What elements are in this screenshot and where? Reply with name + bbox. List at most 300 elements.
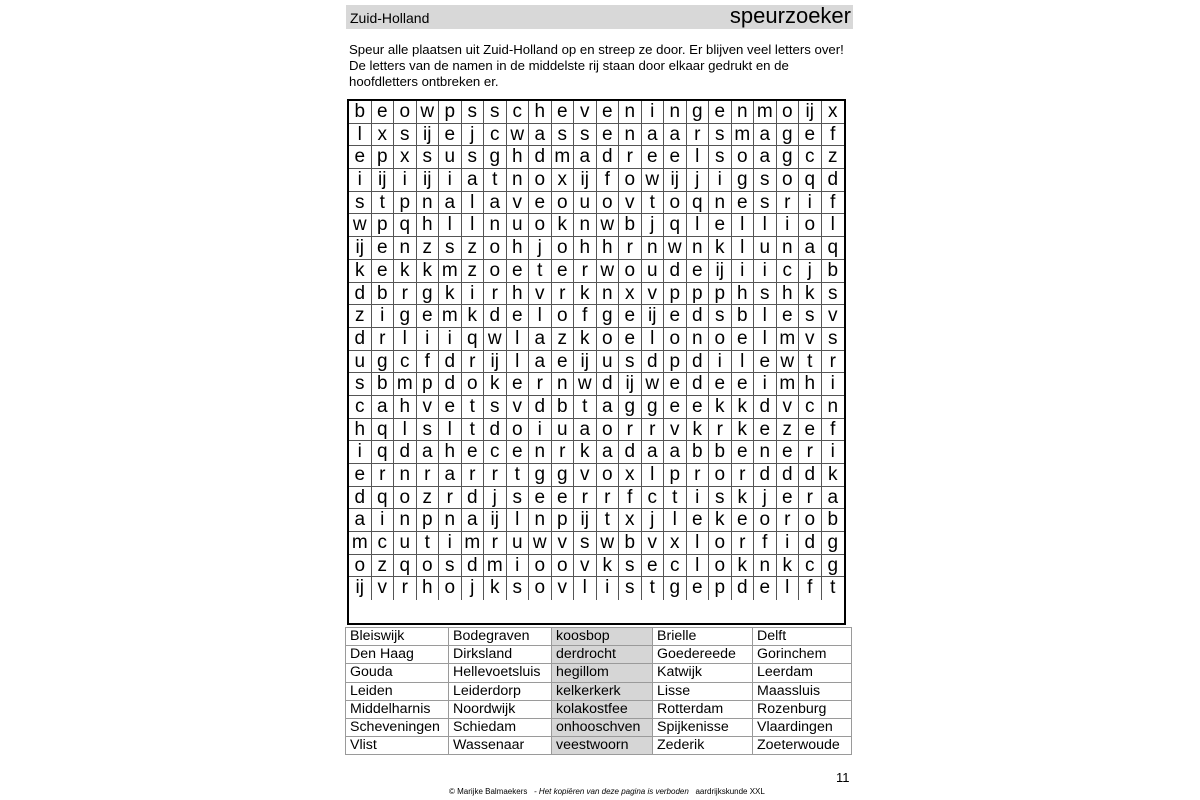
grid-cell[interactable]: t	[462, 419, 485, 442]
grid-cell[interactable]: s	[754, 192, 777, 215]
grid-cell[interactable]: p	[664, 464, 687, 487]
grid-cell[interactable]: u	[597, 351, 620, 374]
grid-cell[interactable]: q	[372, 419, 395, 442]
grid-cell[interactable]: m	[484, 555, 507, 578]
grid-cell[interactable]: e	[529, 192, 552, 215]
grid-cell[interactable]: h	[597, 237, 620, 260]
grid-cell[interactable]: o	[349, 555, 372, 578]
grid-cell[interactable]: s	[439, 555, 462, 578]
grid-cell[interactable]: d	[799, 532, 822, 555]
grid-cell[interactable]: e	[597, 101, 620, 124]
grid-cell[interactable]: v	[507, 396, 530, 419]
grid-cell[interactable]: i	[597, 577, 620, 600]
grid-cell[interactable]: t	[372, 192, 395, 215]
grid-cell[interactable]: l	[687, 532, 710, 555]
grid-cell[interactable]: i	[372, 305, 395, 328]
grid-cell[interactable]: e	[439, 124, 462, 147]
grid-cell[interactable]: n	[529, 441, 552, 464]
grid-cell[interactable]: e	[687, 509, 710, 532]
grid-cell[interactable]: t	[417, 532, 440, 555]
grid-cell[interactable]: d	[687, 373, 710, 396]
grid-cell[interactable]: v	[799, 328, 822, 351]
grid-cell[interactable]: e	[777, 441, 800, 464]
grid-cell[interactable]: d	[642, 351, 665, 374]
grid-cell[interactable]: e	[709, 101, 732, 124]
grid-cell[interactable]: g	[484, 146, 507, 169]
grid-cell[interactable]: z	[349, 305, 372, 328]
grid-cell[interactable]: i	[507, 555, 530, 578]
grid-cell[interactable]: d	[462, 555, 485, 578]
grid-cell[interactable]: i	[529, 419, 552, 442]
grid-cell[interactable]: n	[687, 237, 710, 260]
grid-cell[interactable]: l	[462, 192, 485, 215]
grid-cell[interactable]: w	[484, 328, 507, 351]
grid-cell[interactable]: l	[394, 419, 417, 442]
grid-cell[interactable]: d	[687, 351, 710, 374]
grid-cell[interactable]: a	[439, 464, 462, 487]
grid-cell[interactable]: d	[349, 283, 372, 306]
grid-cell[interactable]: e	[687, 577, 710, 600]
grid-cell[interactable]: f	[754, 532, 777, 555]
grid-cell[interactable]: p	[552, 509, 575, 532]
grid-cell[interactable]: r	[552, 441, 575, 464]
grid-cell[interactable]: k	[709, 509, 732, 532]
grid-cell[interactable]: g	[597, 305, 620, 328]
grid-cell[interactable]: o	[709, 532, 732, 555]
grid-cell[interactable]: k	[732, 419, 755, 442]
grid-cell[interactable]: r	[687, 124, 710, 147]
grid-cell[interactable]: p	[372, 146, 395, 169]
grid-cell[interactable]: f	[597, 169, 620, 192]
grid-cell[interactable]: u	[552, 419, 575, 442]
grid-cell[interactable]: c	[777, 260, 800, 283]
grid-cell[interactable]: r	[462, 351, 485, 374]
grid-cell[interactable]: m	[462, 532, 485, 555]
grid-cell[interactable]: ij	[417, 169, 440, 192]
grid-cell[interactable]: a	[462, 169, 485, 192]
grid-cell[interactable]: r	[372, 464, 395, 487]
grid-cell[interactable]: k	[439, 283, 462, 306]
grid-cell[interactable]: x	[619, 509, 642, 532]
grid-cell[interactable]: r	[597, 487, 620, 510]
grid-cell[interactable]: a	[349, 509, 372, 532]
grid-cell[interactable]: j	[484, 487, 507, 510]
grid-cell[interactable]: d	[687, 305, 710, 328]
grid-cell[interactable]: g	[822, 532, 845, 555]
grid-cell[interactable]: h	[507, 283, 530, 306]
grid-cell[interactable]: j	[687, 169, 710, 192]
grid-cell[interactable]: m	[349, 532, 372, 555]
grid-cell[interactable]: a	[417, 441, 440, 464]
grid-cell[interactable]: k	[574, 441, 597, 464]
grid-cell[interactable]: z	[462, 260, 485, 283]
grid-cell[interactable]: i	[687, 487, 710, 510]
grid-cell[interactable]: l	[754, 214, 777, 237]
grid-cell[interactable]: e	[507, 305, 530, 328]
grid-cell[interactable]: s	[394, 124, 417, 147]
grid-cell[interactable]: o	[439, 577, 462, 600]
grid-cell[interactable]: g	[732, 169, 755, 192]
grid-cell[interactable]: d	[439, 351, 462, 374]
grid-cell[interactable]: l	[732, 351, 755, 374]
grid-cell[interactable]: q	[372, 487, 395, 510]
grid-cell[interactable]: n	[777, 237, 800, 260]
grid-cell[interactable]: o	[462, 373, 485, 396]
grid-cell[interactable]: m	[777, 328, 800, 351]
grid-cell[interactable]: c	[507, 101, 530, 124]
grid-cell[interactable]: h	[507, 146, 530, 169]
grid-cell[interactable]: k	[417, 260, 440, 283]
grid-cell[interactable]: r	[394, 283, 417, 306]
grid-cell[interactable]: m	[552, 146, 575, 169]
grid-cell[interactable]: w	[574, 373, 597, 396]
grid-cell[interactable]: g	[619, 396, 642, 419]
grid-cell[interactable]: a	[372, 396, 395, 419]
grid-cell[interactable]: e	[507, 260, 530, 283]
grid-cell[interactable]: p	[709, 283, 732, 306]
grid-cell[interactable]: r	[709, 419, 732, 442]
grid-cell[interactable]: p	[709, 577, 732, 600]
grid-cell[interactable]: o	[529, 577, 552, 600]
grid-cell[interactable]: a	[754, 124, 777, 147]
grid-cell[interactable]: ij	[574, 509, 597, 532]
grid-cell[interactable]: p	[664, 283, 687, 306]
grid-cell[interactable]: s	[484, 396, 507, 419]
grid-cell[interactable]: g	[394, 305, 417, 328]
grid-cell[interactable]: f	[822, 124, 845, 147]
grid-cell[interactable]: n	[484, 214, 507, 237]
grid-cell[interactable]: o	[529, 555, 552, 578]
grid-cell[interactable]: a	[754, 146, 777, 169]
grid-cell[interactable]: g	[687, 101, 710, 124]
grid-cell[interactable]: p	[372, 214, 395, 237]
grid-cell[interactable]: q	[822, 237, 845, 260]
grid-cell[interactable]: l	[507, 328, 530, 351]
grid-cell[interactable]: g	[664, 577, 687, 600]
grid-cell[interactable]: s	[754, 169, 777, 192]
grid-cell[interactable]: v	[822, 305, 845, 328]
grid-cell[interactable]: q	[664, 214, 687, 237]
grid-cell[interactable]: c	[799, 555, 822, 578]
grid-cell[interactable]: w	[597, 214, 620, 237]
grid-cell[interactable]: a	[664, 441, 687, 464]
grid-cell[interactable]: v	[417, 396, 440, 419]
grid-cell[interactable]: c	[349, 396, 372, 419]
grid-cell[interactable]: i	[754, 373, 777, 396]
grid-cell[interactable]: e	[709, 373, 732, 396]
grid-cell[interactable]: h	[349, 419, 372, 442]
grid-cell[interactable]: r	[484, 464, 507, 487]
grid-cell[interactable]: o	[394, 101, 417, 124]
grid-cell[interactable]: c	[642, 487, 665, 510]
grid-cell[interactable]: f	[822, 192, 845, 215]
grid-cell[interactable]: e	[709, 214, 732, 237]
grid-cell[interactable]: g	[822, 555, 845, 578]
grid-cell[interactable]: o	[709, 464, 732, 487]
grid-cell[interactable]: o	[597, 464, 620, 487]
grid-cell[interactable]: n	[619, 124, 642, 147]
grid-cell[interactable]: r	[417, 464, 440, 487]
grid-cell[interactable]: r	[619, 237, 642, 260]
grid-cell[interactable]: a	[462, 509, 485, 532]
grid-cell[interactable]: t	[507, 464, 530, 487]
grid-cell[interactable]: ij	[349, 237, 372, 260]
grid-cell[interactable]: l	[439, 214, 462, 237]
grid-cell[interactable]: s	[484, 101, 507, 124]
grid-cell[interactable]: s	[462, 101, 485, 124]
grid-cell[interactable]: g	[642, 396, 665, 419]
grid-cell[interactable]: p	[417, 509, 440, 532]
grid-cell[interactable]: t	[462, 396, 485, 419]
grid-cell[interactable]: b	[552, 396, 575, 419]
grid-cell[interactable]: b	[822, 509, 845, 532]
grid-cell[interactable]: u	[574, 192, 597, 215]
grid-cell[interactable]: f	[799, 577, 822, 600]
grid-cell[interactable]: x	[822, 101, 845, 124]
grid-cell[interactable]: g	[372, 351, 395, 374]
grid-cell[interactable]: d	[529, 146, 552, 169]
grid-cell[interactable]: m	[439, 260, 462, 283]
grid-cell[interactable]: d	[462, 487, 485, 510]
grid-cell[interactable]: i	[754, 260, 777, 283]
grid-cell[interactable]: r	[529, 373, 552, 396]
grid-cell[interactable]: d	[822, 169, 845, 192]
grid-cell[interactable]: d	[439, 373, 462, 396]
grid-cell[interactable]: o	[664, 328, 687, 351]
grid-cell[interactable]: r	[372, 328, 395, 351]
grid-cell[interactable]: k	[709, 396, 732, 419]
grid-cell[interactable]: k	[484, 373, 507, 396]
grid-cell[interactable]: z	[777, 419, 800, 442]
grid-cell[interactable]: u	[642, 260, 665, 283]
grid-cell[interactable]: t	[664, 487, 687, 510]
grid-cell[interactable]: o	[507, 419, 530, 442]
grid-cell[interactable]: s	[709, 124, 732, 147]
grid-cell[interactable]: e	[642, 146, 665, 169]
grid-cell[interactable]: k	[552, 214, 575, 237]
grid-cell[interactable]: s	[799, 305, 822, 328]
grid-cell[interactable]: o	[619, 260, 642, 283]
grid-cell[interactable]: p	[417, 373, 440, 396]
grid-cell[interactable]: r	[732, 464, 755, 487]
grid-cell[interactable]: r	[642, 419, 665, 442]
grid-cell[interactable]: ij	[799, 101, 822, 124]
grid-cell[interactable]: o	[484, 237, 507, 260]
grid-cell[interactable]: e	[754, 419, 777, 442]
grid-cell[interactable]: k	[484, 577, 507, 600]
grid-cell[interactable]: t	[830, 577, 836, 599]
grid-cell[interactable]: v	[777, 396, 800, 419]
grid-cell[interactable]: i	[822, 441, 845, 464]
grid-cell[interactable]: o	[799, 509, 822, 532]
grid-cell[interactable]: t	[642, 192, 665, 215]
grid-cell[interactable]: r	[619, 146, 642, 169]
grid-cell[interactable]: s	[619, 555, 642, 578]
grid-cell[interactable]: r	[462, 464, 485, 487]
grid-cell[interactable]: c	[394, 351, 417, 374]
grid-cell[interactable]: n	[754, 441, 777, 464]
grid-cell[interactable]: s	[709, 305, 732, 328]
grid-cell[interactable]: e	[664, 305, 687, 328]
grid-cell[interactable]: k	[732, 487, 755, 510]
grid-cell[interactable]: d	[597, 373, 620, 396]
grid-cell[interactable]: p	[664, 351, 687, 374]
grid-cell[interactable]: d	[754, 464, 777, 487]
grid-cell[interactable]: i	[822, 373, 845, 396]
grid-cell[interactable]: e	[439, 396, 462, 419]
grid-cell[interactable]: v	[552, 577, 575, 600]
grid-cell[interactable]: b	[822, 260, 845, 283]
grid-cell[interactable]: r	[574, 487, 597, 510]
grid-cell[interactable]: n	[394, 237, 417, 260]
grid-cell[interactable]: e	[372, 101, 395, 124]
grid-cell[interactable]: k	[687, 419, 710, 442]
grid-cell[interactable]: b	[732, 305, 755, 328]
grid-cell[interactable]: c	[664, 555, 687, 578]
grid-cell[interactable]: r	[552, 283, 575, 306]
grid-cell[interactable]: b	[619, 214, 642, 237]
grid-cell[interactable]: i	[417, 328, 440, 351]
grid-cell[interactable]: h	[529, 101, 552, 124]
grid-cell[interactable]: z	[372, 555, 395, 578]
grid-cell[interactable]: n	[642, 237, 665, 260]
grid-cell[interactable]: n	[822, 396, 845, 419]
grid-cell[interactable]: p	[439, 101, 462, 124]
grid-cell[interactable]: m	[777, 373, 800, 396]
grid-cell[interactable]: a	[597, 441, 620, 464]
grid-cell[interactable]: s	[574, 532, 597, 555]
grid-cell[interactable]: a	[597, 396, 620, 419]
grid-cell[interactable]: h	[417, 214, 440, 237]
grid-cell[interactable]: q	[462, 328, 485, 351]
grid-cell[interactable]: h	[439, 441, 462, 464]
grid-cell[interactable]: a	[529, 328, 552, 351]
grid-cell[interactable]: e	[732, 192, 755, 215]
grid-cell[interactable]: n	[529, 509, 552, 532]
grid-cell[interactable]: j	[642, 214, 665, 237]
grid-cell[interactable]: o	[552, 555, 575, 578]
grid-cell[interactable]: e	[619, 305, 642, 328]
grid-cell[interactable]: h	[507, 237, 530, 260]
grid-cell[interactable]: s	[822, 328, 845, 351]
grid-cell[interactable]: g	[552, 464, 575, 487]
grid-cell[interactable]: a	[574, 146, 597, 169]
grid-cell[interactable]: k	[732, 396, 755, 419]
grid-cell[interactable]: n	[664, 101, 687, 124]
grid-cell[interactable]: q	[799, 169, 822, 192]
grid-cell[interactable]: x	[552, 169, 575, 192]
grid-cell[interactable]: o	[777, 101, 800, 124]
grid-cell[interactable]: d	[664, 260, 687, 283]
grid-cell[interactable]: r	[439, 487, 462, 510]
grid-cell[interactable]: e	[799, 419, 822, 442]
grid-cell[interactable]: e	[732, 441, 755, 464]
grid-cell[interactable]: c	[372, 532, 395, 555]
grid-cell[interactable]: x	[664, 532, 687, 555]
grid-cell[interactable]: v	[664, 419, 687, 442]
grid-cell[interactable]: d	[799, 464, 822, 487]
grid-cell[interactable]: k	[799, 283, 822, 306]
grid-cell[interactable]: c	[484, 441, 507, 464]
grid-cell[interactable]: r	[484, 283, 507, 306]
grid-cell[interactable]: p	[687, 283, 710, 306]
grid-cell[interactable]: o	[799, 214, 822, 237]
grid-cell[interactable]: s	[754, 283, 777, 306]
grid-cell[interactable]: s	[619, 577, 642, 600]
grid-cell[interactable]: ij	[642, 305, 665, 328]
grid-cell[interactable]: r	[777, 192, 800, 215]
grid-cell[interactable]: l	[687, 146, 710, 169]
grid-cell[interactable]: b	[709, 441, 732, 464]
grid-cell[interactable]: l	[822, 214, 845, 237]
grid-cell[interactable]: e	[687, 260, 710, 283]
grid-cell[interactable]: s	[574, 124, 597, 147]
grid-cell[interactable]: o	[529, 169, 552, 192]
grid-cell[interactable]: w	[349, 214, 372, 237]
grid-cell[interactable]: e	[372, 260, 395, 283]
grid-cell[interactable]: e	[597, 124, 620, 147]
grid-cell[interactable]: s	[417, 419, 440, 442]
grid-cell[interactable]: d	[597, 146, 620, 169]
grid-cell[interactable]: l	[349, 124, 372, 147]
grid-cell[interactable]: c	[799, 146, 822, 169]
grid-cell[interactable]: o	[709, 555, 732, 578]
grid-cell[interactable]: k	[462, 305, 485, 328]
grid-cell[interactable]: i	[709, 169, 732, 192]
grid-cell[interactable]: ij	[574, 351, 597, 374]
grid-cell[interactable]: k	[822, 464, 845, 487]
grid-cell[interactable]: l	[574, 577, 597, 600]
grid-cell[interactable]: b	[349, 101, 372, 124]
grid-cell[interactable]: d	[349, 487, 372, 510]
grid-cell[interactable]: e	[664, 146, 687, 169]
grid-cell[interactable]: d	[484, 305, 507, 328]
grid-cell[interactable]: m	[732, 124, 755, 147]
grid-cell[interactable]: t	[484, 169, 507, 192]
grid-cell[interactable]: a	[529, 124, 552, 147]
grid-cell[interactable]: l	[507, 509, 530, 532]
grid-cell[interactable]: i	[394, 169, 417, 192]
grid-cell[interactable]: d	[484, 419, 507, 442]
grid-cell[interactable]: a	[642, 124, 665, 147]
grid-cell[interactable]: z	[552, 328, 575, 351]
grid-cell[interactable]: e	[462, 441, 485, 464]
grid-cell[interactable]: z	[417, 487, 440, 510]
grid-cell[interactable]: v	[642, 532, 665, 555]
grid-cell[interactable]: r	[484, 532, 507, 555]
grid-cell[interactable]: d	[754, 396, 777, 419]
grid-cell[interactable]: n	[574, 214, 597, 237]
grid-cell[interactable]: e	[552, 260, 575, 283]
grid-cell[interactable]: s	[462, 146, 485, 169]
grid-cell[interactable]: i	[777, 214, 800, 237]
grid-cell[interactable]: e	[687, 396, 710, 419]
grid-cell[interactable]: h	[777, 283, 800, 306]
grid-cell[interactable]: l	[462, 214, 485, 237]
grid-cell[interactable]: m	[394, 373, 417, 396]
grid-cell[interactable]: o	[484, 260, 507, 283]
grid-cell[interactable]: k	[597, 555, 620, 578]
grid-cell[interactable]: w	[642, 373, 665, 396]
grid-cell[interactable]: o	[394, 487, 417, 510]
grid-cell[interactable]: s	[709, 487, 732, 510]
grid-cell[interactable]: g	[777, 146, 800, 169]
grid-cell[interactable]: e	[664, 396, 687, 419]
grid-cell[interactable]: ij	[349, 577, 372, 600]
grid-cell[interactable]: a	[664, 124, 687, 147]
grid-cell[interactable]: u	[439, 146, 462, 169]
grid-cell[interactable]: r	[777, 509, 800, 532]
